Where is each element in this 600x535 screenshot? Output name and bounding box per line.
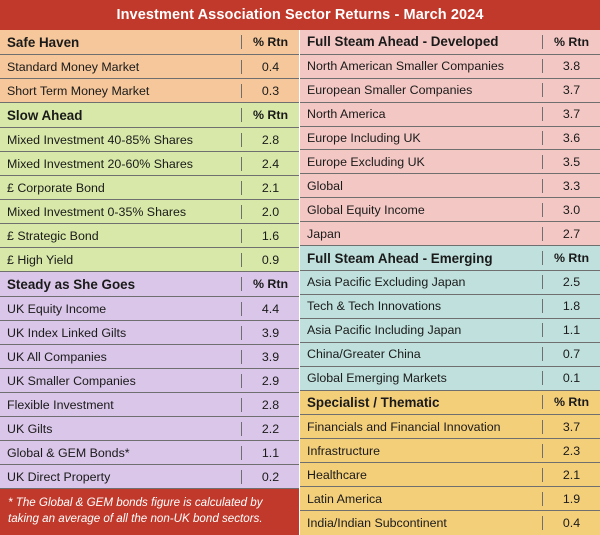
table-row bbox=[0, 369, 299, 393]
sector-return-value: 2.8 bbox=[241, 133, 299, 147]
sector-name: £ High Yield bbox=[7, 252, 74, 267]
sector-return-value: 3.3 bbox=[542, 179, 600, 193]
sector-return-value: 0.4 bbox=[241, 60, 299, 74]
sector-name: UK Gilts bbox=[7, 421, 53, 436]
left-column bbox=[0, 30, 300, 535]
section-header-label: Full Steam Ahead - Developed bbox=[307, 34, 499, 50]
sector-name: £ Corporate Bond bbox=[7, 180, 105, 195]
table-row bbox=[0, 55, 299, 79]
sector-return-value: 0.2 bbox=[241, 470, 299, 484]
sector-return-value: 3.9 bbox=[241, 326, 299, 340]
table-row bbox=[0, 465, 299, 489]
table-row bbox=[300, 463, 600, 487]
sector-name: £ Strategic Bond bbox=[7, 228, 99, 243]
sector-name: Global bbox=[307, 178, 343, 193]
table-row bbox=[0, 417, 299, 441]
sector-return-value: 3.7 bbox=[542, 420, 600, 434]
sector-name: Global & GEM Bonds* bbox=[7, 445, 130, 460]
section-header-label: Steady as She Goes bbox=[7, 276, 136, 292]
sector-return-value: 0.1 bbox=[542, 371, 600, 385]
table-row bbox=[300, 511, 600, 535]
sector-name: Tech & Tech Innovations bbox=[307, 299, 442, 314]
sector-name: Global Emerging Markets bbox=[307, 371, 447, 386]
sector-name: Flexible Investment bbox=[7, 397, 114, 412]
table-row bbox=[300, 150, 600, 174]
section-header bbox=[300, 391, 600, 416]
sector-name: European Smaller Companies bbox=[307, 83, 473, 98]
sector-return-value: 2.4 bbox=[241, 157, 299, 171]
sector-return-value: 1.1 bbox=[542, 323, 600, 337]
sector-return-value: 1.6 bbox=[241, 229, 299, 243]
table-row bbox=[300, 487, 600, 511]
sector-name: UK Smaller Companies bbox=[7, 373, 136, 388]
table-row bbox=[0, 297, 299, 321]
sector-return-value: 3.7 bbox=[542, 107, 600, 121]
sector-name: Global Equity Income bbox=[307, 202, 425, 217]
section-header-label: Slow Ahead bbox=[7, 107, 83, 123]
section-header-value-label: % Rtn bbox=[542, 35, 600, 49]
sector-name: UK Equity Income bbox=[7, 301, 107, 316]
sector-return-value: 1.9 bbox=[542, 492, 600, 506]
section-header bbox=[0, 103, 299, 128]
table-row bbox=[300, 198, 600, 222]
sector-name: UK Direct Property bbox=[7, 469, 111, 484]
sector-return-value: 0.7 bbox=[542, 347, 600, 361]
table-row bbox=[0, 441, 299, 465]
sector-return-value: 3.9 bbox=[241, 350, 299, 364]
table-row bbox=[300, 79, 600, 103]
sector-name: Asia Pacific Excluding Japan bbox=[307, 275, 466, 290]
sector-return-value: 4.4 bbox=[241, 302, 299, 316]
table-row bbox=[300, 222, 600, 246]
table-row bbox=[300, 439, 600, 463]
sector-name: Healthcare bbox=[307, 467, 367, 482]
table-row bbox=[0, 224, 299, 248]
page-title: Investment Association Sector Returns - March 2024 bbox=[0, 0, 600, 30]
table-row bbox=[300, 367, 600, 391]
sector-return-value: 3.6 bbox=[542, 131, 600, 145]
table-row bbox=[0, 128, 299, 152]
table-columns bbox=[0, 30, 600, 535]
sector-return-value: 2.2 bbox=[241, 422, 299, 436]
section-header-value-label: % Rtn bbox=[542, 395, 600, 409]
table-row bbox=[0, 176, 299, 200]
sector-name: Mixed Investment 0-35% Shares bbox=[7, 204, 187, 219]
sector-return-value: 2.1 bbox=[241, 181, 299, 195]
table-row bbox=[300, 127, 600, 151]
sector-name: Mixed Investment 40-85% Shares bbox=[7, 132, 193, 147]
sector-name: Latin America bbox=[307, 491, 383, 506]
table-row bbox=[0, 152, 299, 176]
sector-name: Short Term Money Market bbox=[7, 83, 150, 98]
sector-return-value: 2.3 bbox=[542, 444, 600, 458]
section-header bbox=[0, 272, 299, 297]
table-row bbox=[300, 103, 600, 127]
table-row bbox=[0, 200, 299, 224]
table-row bbox=[300, 174, 600, 198]
right-column bbox=[300, 30, 600, 535]
sector-return-value: 2.7 bbox=[542, 227, 600, 241]
section-header bbox=[0, 30, 299, 55]
sector-name: Infrastructure bbox=[307, 443, 380, 458]
section-header-label: Safe Haven bbox=[7, 34, 80, 50]
section-header bbox=[300, 246, 600, 271]
footnote: * The Global & GEM bonds figure is calculated by taking an average of all the non-UK bond sectors. bbox=[0, 489, 299, 535]
sector-return-value: 1.8 bbox=[542, 299, 600, 313]
table-row bbox=[300, 271, 600, 295]
table-row bbox=[0, 321, 299, 345]
sector-name: Europe Including UK bbox=[307, 130, 421, 145]
sector-return-value: 2.0 bbox=[241, 205, 299, 219]
sector-return-value: 0.3 bbox=[241, 84, 299, 98]
section-header-value-label: % Rtn bbox=[241, 277, 299, 291]
sector-return-value: 0.4 bbox=[542, 516, 600, 530]
table-row bbox=[300, 343, 600, 367]
table-row bbox=[0, 345, 299, 369]
sector-name: Asia Pacific Including Japan bbox=[307, 323, 462, 338]
sector-name: UK Index Linked Gilts bbox=[7, 325, 127, 340]
sector-name: China/Greater China bbox=[307, 347, 421, 362]
sector-name: Europe Excluding UK bbox=[307, 154, 425, 169]
table-row bbox=[300, 55, 600, 79]
sector-return-value: 2.1 bbox=[542, 468, 600, 482]
table-row bbox=[0, 248, 299, 272]
sector-name: North America bbox=[307, 107, 386, 122]
sector-return-value: 3.5 bbox=[542, 155, 600, 169]
sector-return-value: 3.7 bbox=[542, 83, 600, 97]
table-row bbox=[300, 415, 600, 439]
sector-name: India/Indian Subcontinent bbox=[307, 516, 447, 531]
sector-return-value: 2.9 bbox=[241, 374, 299, 388]
sector-name: Mixed Investment 20-60% Shares bbox=[7, 156, 193, 171]
section-header bbox=[300, 30, 600, 55]
sector-name: UK All Companies bbox=[7, 349, 107, 364]
sector-return-value: 0.9 bbox=[241, 253, 299, 267]
section-header-label: Specialist / Thematic bbox=[307, 394, 440, 410]
sector-name: Standard Money Market bbox=[7, 59, 140, 74]
sector-return-value: 3.0 bbox=[542, 203, 600, 217]
sector-name: North American Smaller Companies bbox=[307, 59, 504, 74]
section-header-value-label: % Rtn bbox=[241, 35, 299, 49]
sector-return-value: 2.5 bbox=[542, 275, 600, 289]
sector-name: Financials and Financial Innovation bbox=[307, 419, 501, 434]
section-header-label: Full Steam Ahead - Emerging bbox=[307, 250, 493, 266]
sector-return-value: 1.1 bbox=[241, 446, 299, 460]
table-row bbox=[0, 79, 299, 103]
section-header-value-label: % Rtn bbox=[542, 251, 600, 265]
sector-name: Japan bbox=[307, 226, 341, 241]
sector-return-value: 2.8 bbox=[241, 398, 299, 412]
sector-return-value: 3.8 bbox=[542, 59, 600, 73]
table-row bbox=[0, 393, 299, 417]
table-row bbox=[300, 295, 600, 319]
section-header-value-label: % Rtn bbox=[241, 108, 299, 122]
table-row bbox=[300, 319, 600, 343]
